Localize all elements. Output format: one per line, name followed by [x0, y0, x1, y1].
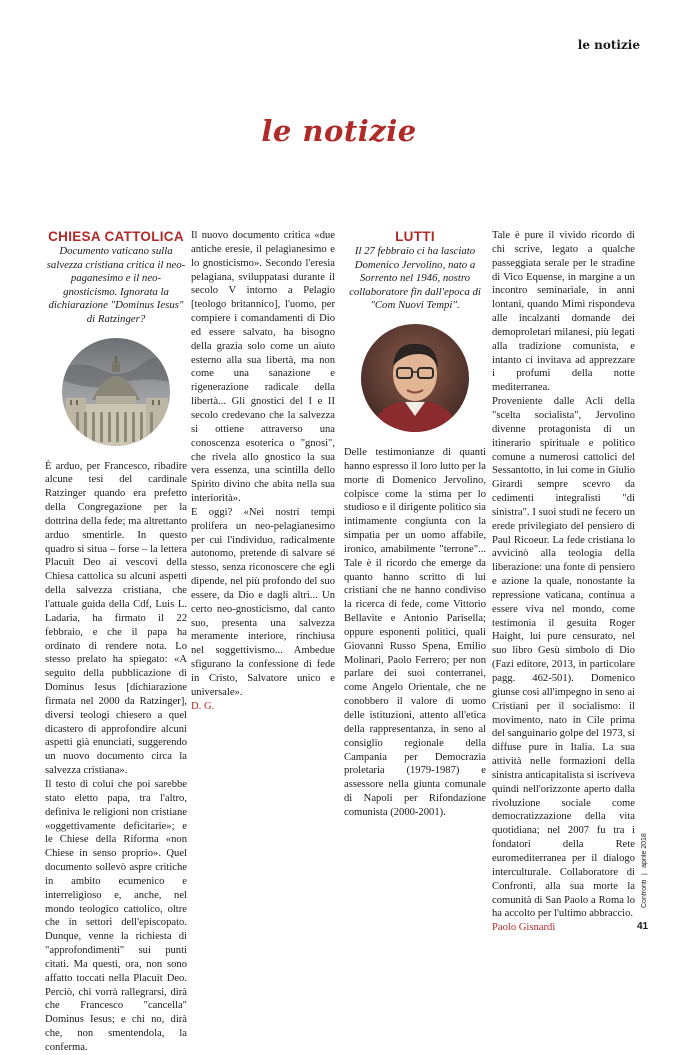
article-kicker: LUTTI: [395, 229, 435, 244]
column-1: [45, 229, 187, 1055]
article-deck: Documento vaticano sulla salvezza cristiana critica il neo-paganesimo e il neo-gnosticismo. Ignorata la dichiarazione "Dominus Iesus" di Ratzinger?: [46, 245, 186, 325]
article-signature: Paolo Gisnardi: [492, 922, 556, 934]
column-4: [492, 229, 635, 935]
article-body: Il nuovo documento critica «due antiche eresie, il pelagianesimo e lo gnosticismo». Secondo l'eresia pelagiana, sviluppatasi durante il secolo V intorno a Pelagio [teologo britannico], l'uomo, per compiere i comandamenti di Dio ed essere salvato, ha bisogno della grazia solo come un aiuto esterno alla sua libertà, ma non come una sanazione e rigenerazione radicale della libertà... Gli gnostici del I e II secolo credevano che la salvezza si ottiene attraverso una conoscenza esoterica o "gnosi", che rivela allo gnostico la sua vera essenza, una scintilla dello Spirito divino che abita nella sua interiorità».: [191, 230, 335, 505]
article-body: Il testo di colui che poi sarebbe stato eletto papa, tra l'altro, definiva le religioni non cristiane «oggettivamente deficitarie»; e le Chiese della Riforma «non Chiese in senso proprio». Quel documento sollevò aspre critiche in ambito ecumenico e interreligioso e, anche, nel mondo teologico cattolico, oltre che in settori dell'episcopato. Dunque, venne la richiesta di "approfondimenti" sui punti citati. Ma questi, ora, non sono affatto toccati nella Placuit Deo. Perciò, chi vorrà rallegrarsi, dirà che Francesco "cancella" Dominus Iesus; e chi no, dirà che, non smentendola, la conferma.: [45, 778, 187, 1053]
portrait-photo: [361, 324, 469, 432]
article-body: Tale è pure il vivido ricordo di chi scrive, legato a qualche passeggiata serale per le stradine di Vico Equense, in margine a un incontro seminariale, in anni lontani, quando Mimì rispondeva alle incalzanti domande dei demoproletari milanesi, più legati alla tradizione comunista, e intanto ci invitava ad apprezzare i profumi della notte mediterranea.: [492, 230, 635, 394]
credit-separator: |: [641, 872, 648, 875]
article-body: È arduo, per Francesco, ribadire alcune tesi del cardinale Ratzinger quando era prefetto della Congregazione per la dottrina della fede; ma altrettanto arduo smentirle. In questo quadro si situa – forse – la lettera Placuit Deo ai vescovi della Chiesa cattolica su alcuni aspetti della salvezza cristiana, che l'attuale guida della Cdf, Luis L. Ladaria, ha firmato il 22 febbraio, e che il papa ha ordinato di rendere nota. Lo stesso prelato ha spiegato: «A seguito della pubblicazione di Dominus Iesus [dichiarazione firmata nel 2000 da Ratzinger], diversi teologi chiesero a quel dicastero di approfondire alcuni aspetti già enunciati, suggerendo un nuovo documento circa la salvezza cristiana».: [45, 460, 187, 777]
issue-date: aprile 2018: [641, 833, 648, 868]
column-3: [344, 229, 486, 820]
magazine-name: Confronti: [641, 879, 648, 908]
article-kicker: CHIESA CATTOLICA: [48, 229, 184, 244]
basilica-image: [62, 338, 170, 446]
magazine-credit: [641, 828, 655, 908]
article-body: Proveniente dalle Acli della "scelta socialista", Jervolino divenne protagonista di un itinerario spirituale e politico comune a numerosi cattolici del Sessantotto, in lui come in Giulio Girardi sempre scevro da cedimenti integralisti "di sinistra". I suoi studi ne fecero un erede privilegiato del pensiero di Paul Ricoeur. La fede cristiana lo avvicinò alla teologia della liberazione: una fonte di pensiero e azione la quale, nonostante la repressione vaticana, continua a essere viva nel mondo, come testimonia il gesuita Roger Haight, lui pure censurato, nel suo libro Gesù simbolo di Dio (Fazi editore, 2013, in particolare pagg. 462-501). Domenico giunse così all'impegno in seno ai Cristiani per il socialismo: il movimento, nato in Cile prima del sanguinario golpe del 1973, si diffuse pure in Italia. La sua attività nelle formazioni della sinistra anticapitalista si iscriveva quindi nell'orizzonte aperto dalla rivoluzione sociale come democratizzazione della vita quotidiana; nel 2007 fu tra i fondatori della Rete euromediterranea per il dialogo interculturale. Collaboratore di Confronti, alla sua morte la comunità di San Paolo a Roma lo ha accolto per l'ultimo abbraccio.: [492, 396, 635, 920]
portrait-image: [361, 324, 469, 432]
page-title: le notizie: [261, 114, 417, 148]
page-number: 41: [637, 921, 649, 932]
running-head: le notizie: [577, 38, 640, 52]
column-2: [191, 229, 335, 714]
article-deck: Il 27 febbraio ci ha lasciato Domenico Jervolino, nato a Sorrento nel 1946, nostro collaboratore fin dall'epoca di "Com Nuovi Tempi".: [349, 245, 481, 312]
article-body: E oggi? «Nei nostri tempi prolifera un neo-pelagianesimo per cui l'individuo, radicalmente autonomo, pretende di salvare sé stesso, senza riconoscere che egli dipende, nel più profondo del suo essere, da Dio e dagli altri... Un certo neo-gnosticismo, dal canto suo, presenta una salvezza meramente interiore, rinchiusa nel soggettivismo... Ambedue sfigurano la confessione di fede in Cristo, Salvatore unico e universale».: [191, 506, 335, 698]
basilica-photo: [62, 338, 170, 446]
article-signature: D. G.: [191, 700, 215, 712]
article-body: Delle testimonianze di quanti hanno espresso il loro lutto per la morte di Domenico Jervolino, colpisce come la stima per lo studioso e il dirigente politico sia intimamente congiunta con la simpatia per un uomo affabile, ironico, amabilmente "terrone"... Tale è il ricordo che emerge da quanto hanno scritto di lui cristiani che ne hanno condiviso la ricerca di fede, come Vittorio Bellavite e Antonio Parisella; oppure esponenti politici, quali Giovanni Russo Spena, Emilio Molinari, Paolo Ferrero; per non parlare dei suoi conterranei, come Angelo Orientale, che ne conobbero il valore di uomo delle istituzioni, attento all'etica della rappresentanza, in seno al consiglio regionale della Campania per Democrazia proletaria (1979-1987) e assessore nella giunta comunale di Napoli per Rifondazione comunista (2000-2001).: [344, 446, 486, 818]
